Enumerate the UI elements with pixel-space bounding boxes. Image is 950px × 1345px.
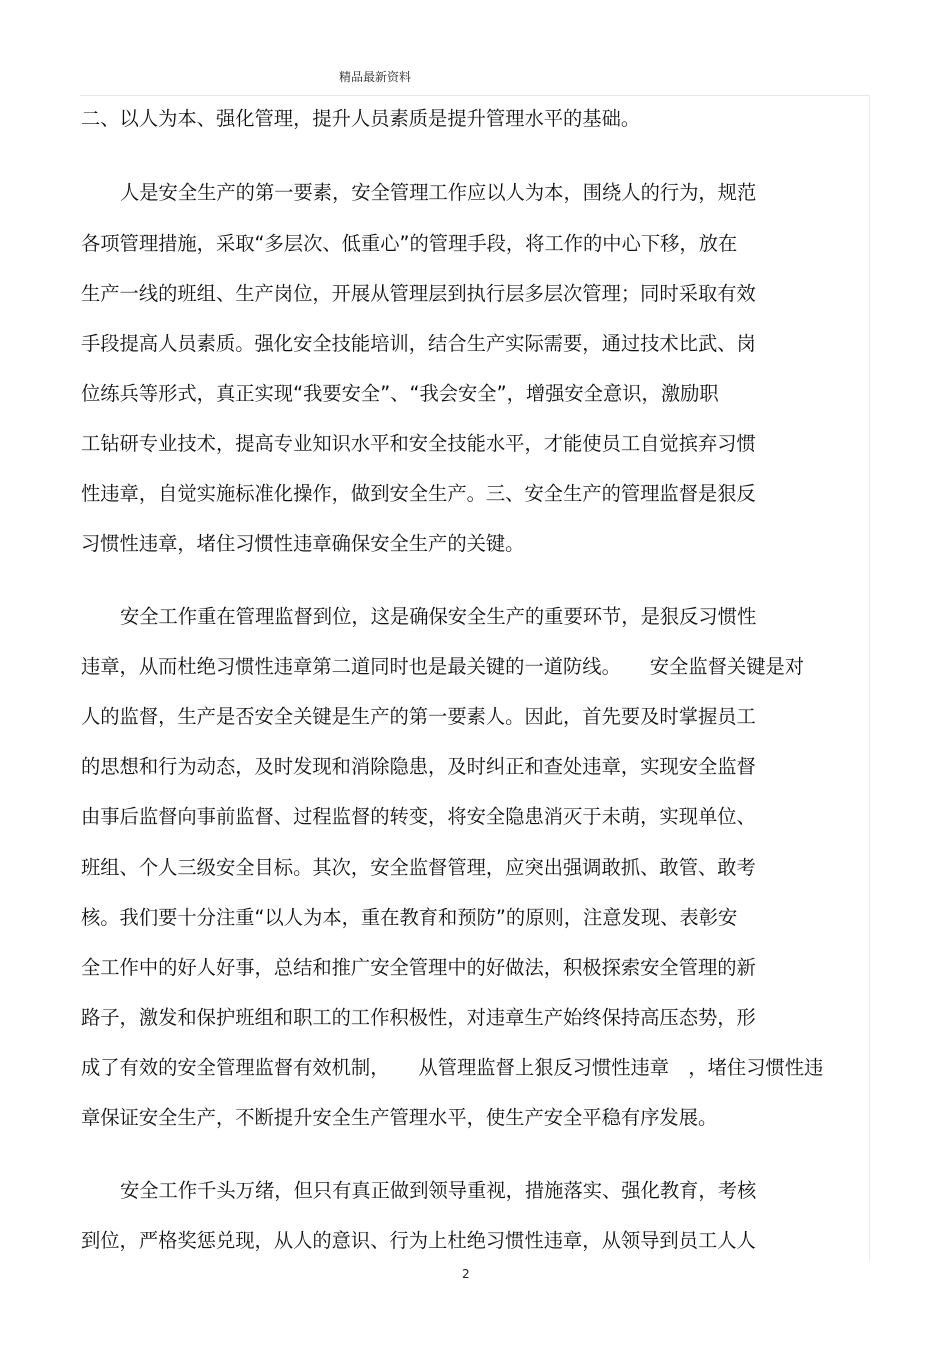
- paragraph-line: 成了有效的安全管理监督有效机制， 从管理监督上狠反习惯性违章 ，堵住习惯性违: [81, 1056, 824, 1079]
- paragraph-line: 路子，激发和保护班组和职工的工作积极性，对违章生产始终保持高压态势，形: [81, 1006, 756, 1029]
- paragraph-line: 人是安全生产的第一要素，安全管理工作应以人为本，围绕人的行为，规范: [120, 181, 757, 204]
- paragraph-line: 性违章，自觉实施标准化操作，做到安全生产。三、安全生产的管理监督是狠反: [81, 482, 756, 505]
- paragraph-line: 手段提高人员素质。强化安全技能培训，结合生产实际需要，通过技术比武、岗: [81, 332, 756, 355]
- paragraph-line: 核。我们要十分注重“以人为本，重在教育和预防”的原则，注意发现、表彰安: [81, 906, 738, 929]
- paragraph-line: 全工作中的好人好事，总结和推广安全管理中的好做法，积极探索安全管理的新: [81, 956, 756, 979]
- section-heading: 二、以人为本、强化管理，提升人员素质是提升管理水平的基础。: [81, 107, 641, 130]
- paragraph-line: 人的监督，生产是否安全关键是生产的第一要素人。因此，首先要及时掌握员工: [81, 705, 756, 728]
- right-margin-rule: [869, 95, 870, 1261]
- paragraph-line: 班组、个人三级安全目标。其次，安全监督管理，应突出强调敢抓、敢管、敢考: [81, 856, 756, 879]
- paragraph-line: 位练兵等形式，真正实现“我要安全”、“我会安全”，增强安全意识，激励职: [81, 382, 719, 405]
- paragraph-line: 安全工作千头万绪，但只有真正做到领导重视，措施落实、强化教育，考核: [120, 1179, 757, 1202]
- paragraph-line: 各项管理措施，采取“多层次、低重心”的管理手段，将工作的中心下移，放在: [81, 232, 738, 255]
- paragraph-line: 工钻研专业技术，提高专业知识水平和安全技能水平，才能使员工自觉摈弃习惯: [81, 432, 756, 455]
- paragraph-line: 章保证安全生产，不断提升安全生产管理水平，使生产安全平稳有序发展。: [81, 1106, 718, 1129]
- paragraph-line: 违章，从而杜绝习惯性违章第二道同时也是最关键的一道防线。 安全监督关键是对: [81, 655, 805, 678]
- page-number: 2: [462, 1267, 470, 1281]
- paragraph-line: 习惯性违章，堵住习惯性违章确保安全生产的关键。: [81, 532, 525, 555]
- paragraph-line: 的思想和行为动态，及时发现和消除隐患，及时纠正和查处违章，实现安全监督: [81, 755, 756, 778]
- paragraph-line: 安全工作重在管理监督到位，这是确保安全生产的重要环节，是狠反习惯性: [120, 605, 757, 628]
- header-divider: [80, 95, 870, 96]
- paragraph-line: 由事后监督向事前监督、过程监督的转变，将安全隐患消灭于未萌，实现单位、: [81, 805, 756, 828]
- page-header-label: 精品最新资料: [339, 70, 412, 84]
- paragraph-line: 生产一线的班组、生产岗位，开展从管理层到执行层多层次管理；同时采取有效: [81, 282, 756, 305]
- paragraph-line: 到位，严格奖惩兑现，从人的意识、行为上杜绝习惯性违章，从领导到员工人人: [81, 1229, 756, 1252]
